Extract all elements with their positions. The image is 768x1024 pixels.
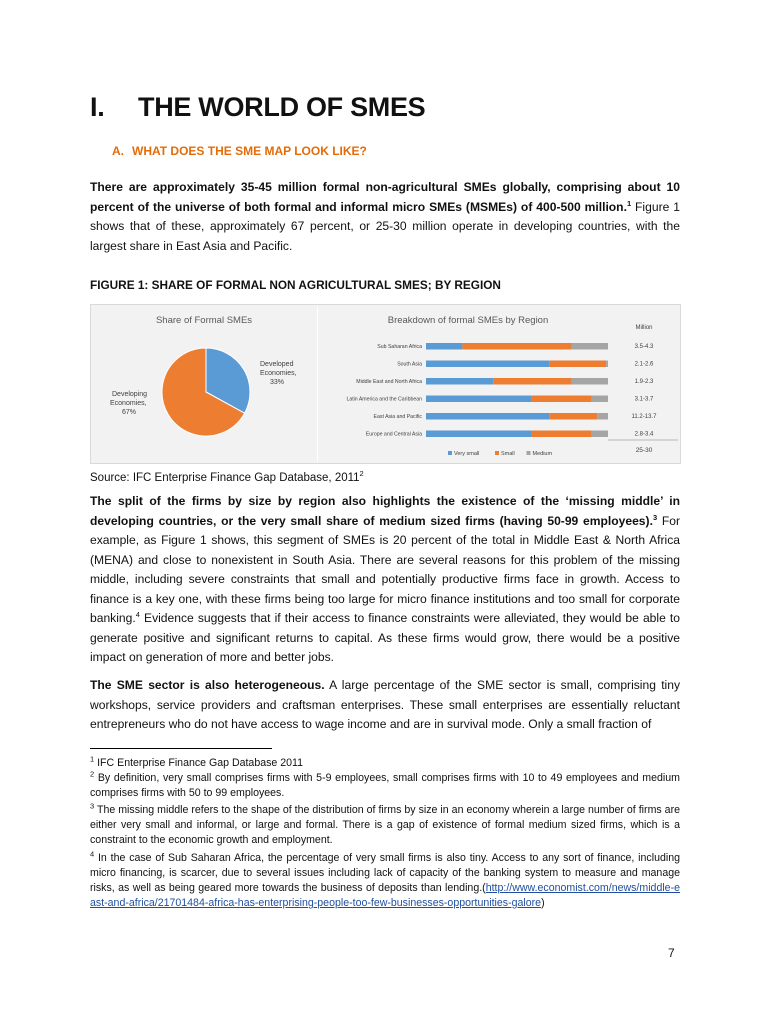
bar-category-label: Europe and Central Asia (365, 431, 422, 438)
value-column-cell: 1.9-2.3 (634, 379, 654, 385)
figure-source (90, 469, 364, 484)
paragraph-1 (90, 178, 680, 256)
bar-chart-title: Breakdown of formal SMEs by Region (387, 315, 549, 326)
bar-segment-small (493, 378, 571, 385)
pie-label-developed-line2: Economies, (260, 370, 297, 377)
paragraph-2 (90, 492, 680, 668)
pie-label-developed (260, 361, 299, 386)
legend-label: Very small (454, 451, 480, 457)
pie-label-developed-line3: 33% (270, 379, 285, 386)
pie-chart (92, 306, 314, 462)
bar-segment-very-small (426, 343, 462, 350)
subsection-letter: A. (112, 144, 124, 158)
bar-segment-small (532, 431, 592, 438)
page-number: 7 (668, 946, 675, 960)
bar-category-label: Latin America and the Caribbean (346, 396, 422, 403)
legend-swatch (448, 451, 452, 455)
legend-label: Medium (532, 451, 553, 457)
footnote-4-link-open: ( (482, 882, 486, 894)
pie-label-developing-line1: Developing (112, 391, 148, 398)
paragraph-3-text: A large percentage of the SME sector is small, comprising tiny workshops, service providers and craftsman enterprises. These small enterprises are essentially reluctant entrepreneurs who do not have access to wage income and are in survival mode. Only a small fraction of (90, 678, 681, 731)
footnote-3 (90, 803, 680, 848)
pie-label-developing-line3: 67% (122, 409, 137, 416)
footnote-2-number: 2 (90, 769, 95, 779)
bar-category-label: Middle East and North Africa (356, 379, 422, 385)
value-column-header: Million (635, 325, 653, 331)
paragraph-2-text-a: For example, as Figure 1 shows, this segment of SMEs is 20 percent of the total in Middle East & North Africa (MENA) and close to nonexistent in South Asia. There are several reasons for this problem of the missing middle, including severe constraints that small and potentially productive firms face in growth. Access to finance is a key one, with these firms being too large for micro finance institutions and too small for corporate banking. (90, 513, 680, 625)
footnote-separator (90, 748, 272, 749)
section-number: I. (90, 92, 105, 122)
value-column-cell: 2.1-2.6 (634, 361, 654, 368)
footnote-ref-1[interactable]: 1 (626, 198, 632, 208)
bar-segment-medium (592, 431, 608, 438)
footnote-ref-4[interactable]: 4 (135, 609, 140, 619)
bar-segment-very-small (426, 431, 532, 438)
pie-label-developing-line2: Economies, (110, 400, 147, 407)
pie-chart-panel (92, 306, 314, 462)
bar-segment-very-small (426, 361, 550, 368)
section-title: THE WORLD OF SMES (138, 92, 426, 122)
footnote-2-text: By definition, very small comprises firms with 5-9 employees, small comprises firms with 10 to 49 employees and medium comprises firms with 50 to 99 employees. (90, 772, 680, 799)
legend-swatch (495, 451, 499, 455)
pie-chart-title: Share of Formal SMEs (155, 315, 253, 326)
footnote-1 (90, 756, 680, 771)
bar-segment-very-small (426, 413, 550, 420)
economist-link[interactable]: http://www.economist.com/news/middle-east-and-africa/21701484-africa-has-enterprising-people-too-few-businesses-opportunities-galore (90, 882, 680, 909)
footnote-4-text: In the case of Sub Saharan Africa, the percentage of very small firms is also tiny. Access to any sort of finance, including micro financing, is scarcer, due to several issues including lack of capacity of the banking system to measure and manage risks, as well as being geared more towards the business of deposits than lending. (90, 852, 680, 894)
section-heading (90, 92, 425, 123)
bar-category-label: East Asia and Pacific (373, 414, 422, 420)
legend-label: Small (501, 451, 515, 457)
value-column-cell: 3.1-3.7 (634, 396, 654, 403)
footnote-1-number: 1 (90, 754, 95, 764)
paragraph-1-text: Figure 1 shows that of these, approximately 67 percent, or 25-30 million operate in developing countries, with the largest share in East Asia and Pacific. (90, 199, 680, 253)
subsection-title: WHAT DOES THE SME MAP LOOK LIKE? (132, 144, 367, 158)
footnote-ref-3[interactable]: 3 (652, 512, 658, 522)
bar-segment-medium (592, 396, 608, 403)
bar-segment-small (550, 413, 597, 420)
figure-caption: FIGURE 1: SHARE OF FORMAL NON AGRICULTURAL SMES; BY REGION (90, 278, 501, 292)
bar-segment-very-small (426, 378, 493, 385)
pie-label-developed-line1: Developed (260, 361, 294, 368)
value-column-cell: 2.8-3.4 (634, 431, 654, 438)
footnote-4-number: 4 (90, 849, 95, 859)
paragraph-2-text-b: Evidence suggests that if their access to finance constraints were alleviated, they would be able to generate positive and significant returns to capital. As these firms would grow, there would be a positive impact on generation of more and better jobs. (90, 611, 680, 664)
bar-segment-medium (572, 343, 608, 350)
value-column-cell: 11.2-13.7 (631, 414, 657, 420)
footnote-2 (90, 771, 680, 801)
bar-category-label: South Asia (397, 361, 422, 368)
paragraph-1-bold: There are approximately 35-45 million formal non-agricultural SMEs globally, comprising about 10 percent of the universe of both formal and informal micro SMEs (MSMEs) of 400-500 million. (90, 180, 680, 214)
subsection-heading (112, 144, 367, 158)
footnote-4 (90, 851, 680, 911)
paragraph-3 (90, 676, 680, 735)
pie-label-developing (110, 391, 149, 416)
paragraph-2-bold: The split of the firms by size by region also highlights the existence of the ‘missing middle’ in developing countries, or the very small share of medium sized firms (having 50-99 employees). (90, 494, 680, 528)
footnote-4-link-close: ) (541, 897, 545, 909)
bar-segment-small (462, 343, 571, 350)
source-text: Source: IFC Enterprise Finance Gap Database, 2011 (90, 472, 360, 484)
footnote-ref-2[interactable]: 2 (359, 469, 364, 479)
bar-segment-medium (572, 378, 608, 385)
value-column-cell: 3.5-4.3 (634, 344, 654, 350)
bar-segment-medium (606, 361, 608, 368)
bar-chart-legend (448, 451, 552, 457)
footnote-1-text: IFC Enterprise Finance Gap Database 2011 (94, 757, 304, 769)
bar-chart (318, 306, 680, 462)
bar-segment-small (532, 396, 592, 403)
paragraph-3-bold: The SME sector is also heterogeneous. (90, 678, 325, 692)
figure-1 (90, 304, 681, 464)
footnote-3-text: The missing middle refers to the shape of the distribution of firms by size in an economy wherein a large number of firms are either very small and informal, or large and formal. There is a gap of existence of formal medium sized firms, which is a constraint to the economic growth and employment. (90, 804, 680, 846)
footnote-3-number: 3 (90, 801, 95, 811)
total-value: 25-30 (635, 447, 653, 454)
legend-swatch (527, 451, 531, 455)
bar-segment-medium (597, 413, 608, 420)
bar-segment-small (550, 361, 606, 368)
bar-segment-very-small (426, 396, 532, 403)
bar-chart-panel (317, 306, 680, 462)
bar-category-label: Sub Saharan Africa (377, 344, 422, 350)
